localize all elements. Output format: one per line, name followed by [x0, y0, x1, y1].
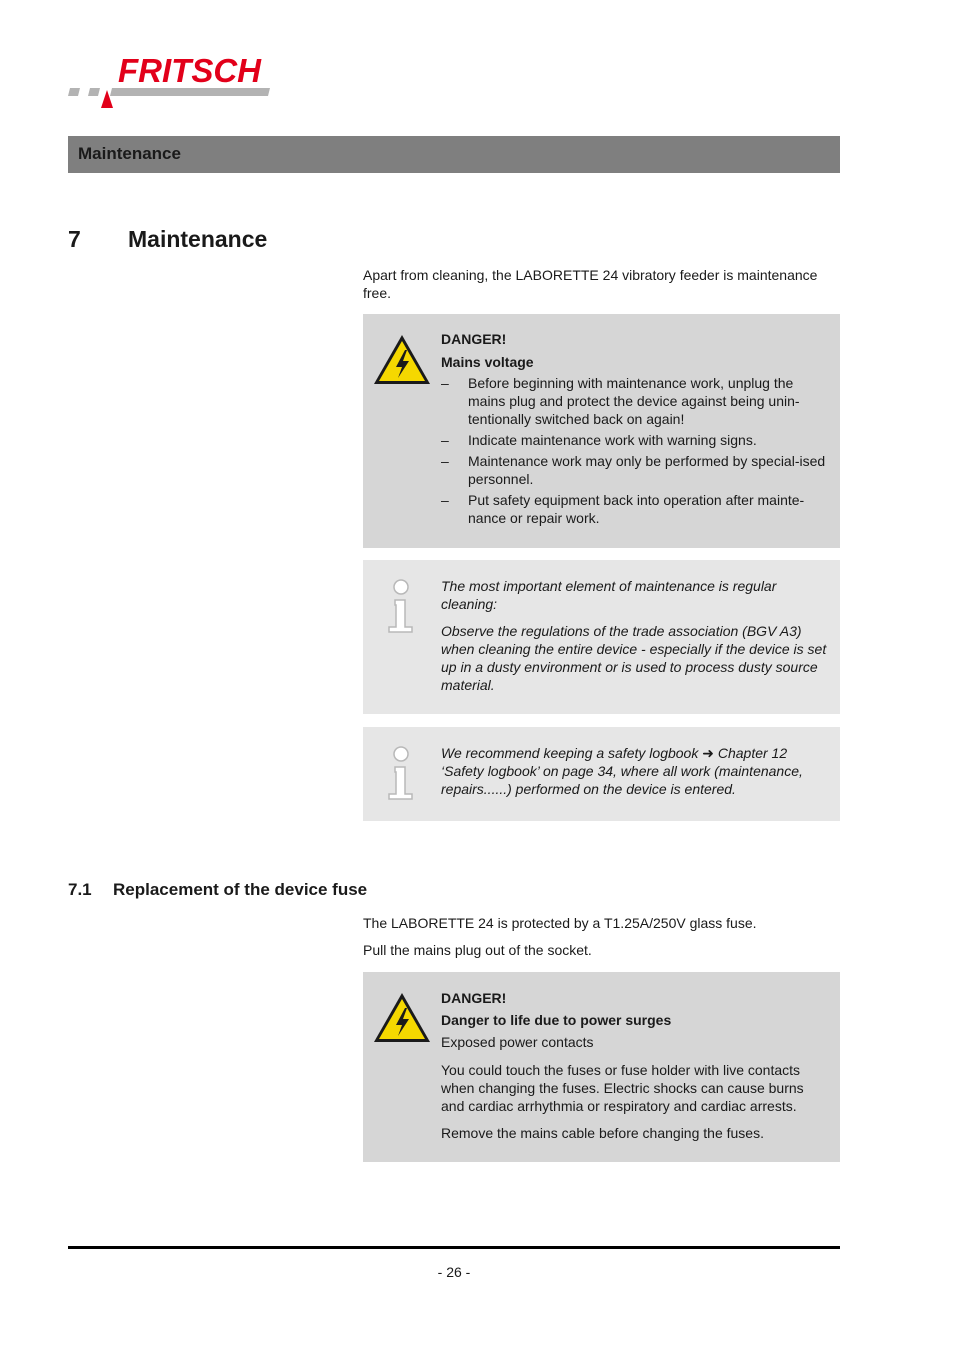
high-voltage-warning-icon [371, 990, 433, 1046]
footer-divider [68, 1246, 840, 1249]
info-box-logbook [363, 727, 840, 821]
chapter-12-link[interactable]: Chapter 12 ‘Safety logbook’ on page 34 [441, 745, 788, 779]
danger-box-content [441, 330, 830, 530]
fuse-paragraph: The LABORETTE 24 is protected by a T1.25A/250V glass fuse. [363, 915, 757, 931]
danger-box-power-surges [363, 972, 840, 1162]
list-item: – Before beginning with maintenance work, unplug the mains plug and protect the device against being unin-tentionally switched back on again! [441, 374, 830, 428]
info-text-2: Observe the regulations of the trade association (BGV A3) when cleaning the entire device - especially if the device is set up in a dusty environment or is used to process dusty source material. [441, 623, 827, 693]
fritsch-logo-icon [66, 52, 286, 112]
section-heading [68, 880, 367, 900]
section-number: 7.1 [68, 880, 92, 899]
header-bar [68, 136, 840, 173]
logo-text: FRITSCH [118, 52, 261, 89]
cross-reference-arrow-icon: ➜ [702, 745, 714, 761]
info-box-content [441, 744, 830, 798]
section-title: Replacement of the device fuse [113, 880, 368, 899]
info-text-1: The most important element of maintenance is regular cleaning: [441, 578, 777, 612]
danger-label: DANGER! [441, 331, 507, 347]
info-icon [385, 578, 417, 634]
fritsch-logo [66, 52, 286, 112]
danger-list [441, 374, 830, 527]
danger-text-1: Exposed power contacts [441, 1034, 594, 1050]
danger-box-content [441, 989, 830, 1142]
danger-text-3: Remove the mains cable before changing the fuses. [441, 1125, 764, 1141]
danger-box-mains-voltage [363, 314, 840, 548]
info-box-cleaning [363, 560, 840, 714]
header-title: Maintenance [78, 144, 181, 163]
unplug-paragraph: Pull the mains plug out of the socket. [363, 942, 592, 958]
list-item: – Put safety equipment back into operation after mainte-nance or repair work. [441, 491, 830, 527]
info-icon [385, 745, 417, 801]
list-item: – Indicate maintenance work with warning signs. [441, 431, 830, 449]
list-item: – Maintenance work may only be performed by special-ised personnel. [441, 452, 830, 488]
page-number: - 26 - [437, 1264, 471, 1280]
logbook-text-start: We recommend keeping a safety logbook [441, 745, 703, 761]
logbook-text-end: , where all work (maintenance, repairs......) performed on the device is entered. [441, 763, 803, 797]
danger-subtitle: Danger to life due to power surges [441, 1012, 672, 1028]
chapter-title: Maintenance [128, 226, 268, 252]
danger-label: DANGER! [441, 990, 507, 1006]
high-voltage-warning-icon [371, 332, 433, 388]
danger-subtitle: Mains voltage [441, 354, 534, 370]
chapter-number: 7 [68, 226, 81, 252]
danger-text-2: You could touch the fuses or fuse holder with live contacts when changing the fuses. Electric shocks can cause burns and cardiac arrhythmia or respiratory and cardiac arrests. [441, 1062, 804, 1114]
intro-paragraph: Apart from cleaning, the LABORETTE 24 vibratory feeder is maintenance free. [363, 267, 818, 301]
info-box-content [441, 577, 830, 694]
